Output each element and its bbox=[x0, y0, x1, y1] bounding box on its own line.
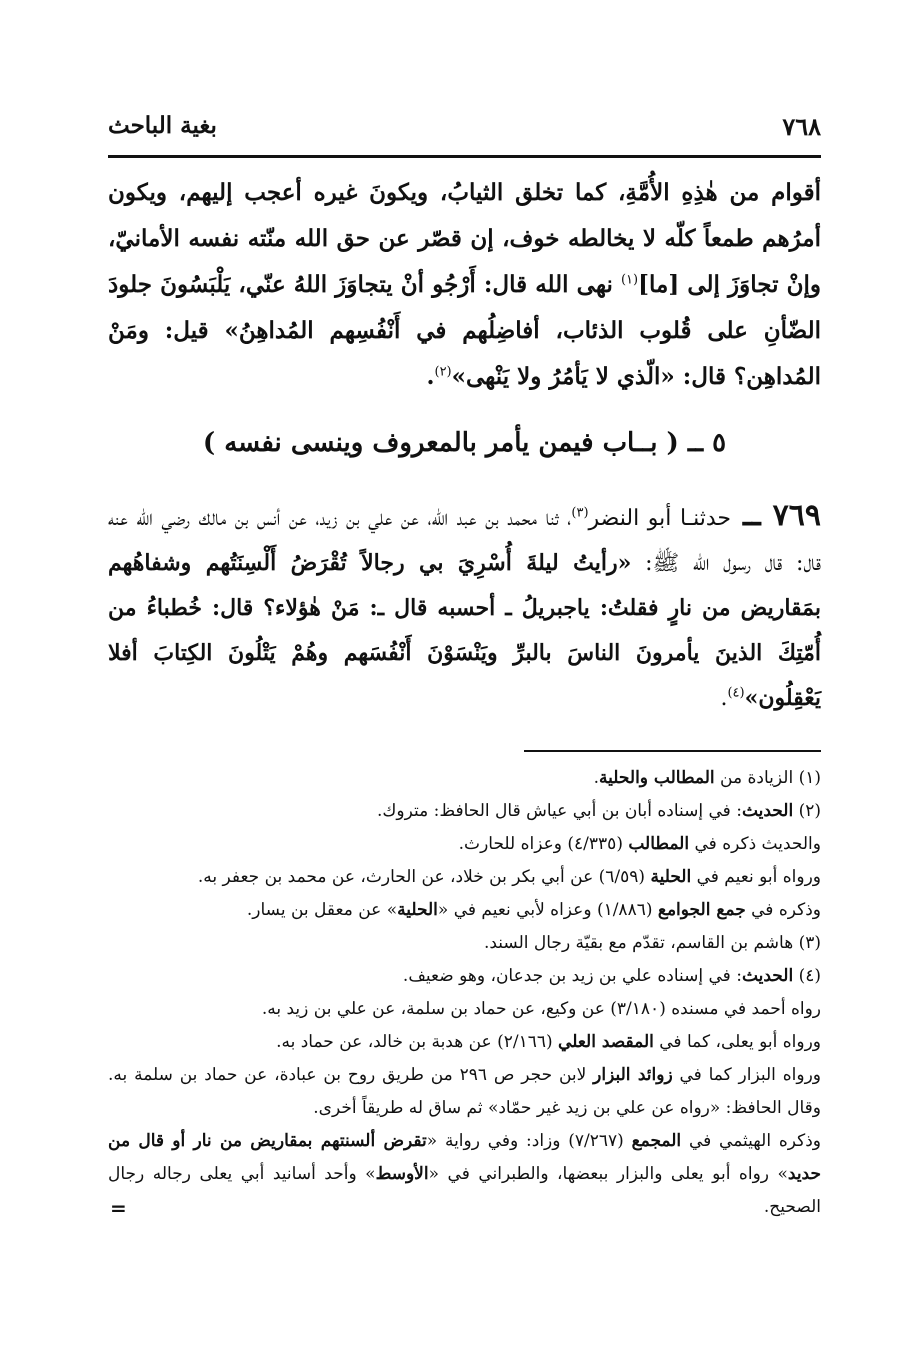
footnote-source-title: الحلية bbox=[650, 867, 692, 887]
header-rule bbox=[108, 155, 821, 158]
footnote-line bbox=[108, 894, 821, 927]
hadith-isnad-cont: ، ثنا محمد بن عبد الله، عن علي بن زيد، عن أنس بن مالك رضي الله عنه قال: قال رسول الله ﷺ: bbox=[108, 506, 821, 576]
footnotes bbox=[108, 762, 821, 1224]
footnote-text: : في إسناده أبان بن أبي عياش قال الحافظ: متروك. bbox=[376, 801, 742, 821]
hadith-number: ٧٦٩ bbox=[772, 498, 821, 533]
footnote-text: ورواه البزار كما في bbox=[672, 1065, 821, 1085]
hadith-end: . bbox=[720, 686, 728, 711]
footnote-line bbox=[108, 960, 821, 993]
footnote-text: » عن معقل بن يسار. bbox=[246, 900, 398, 920]
footnote-source-title: المطالب bbox=[628, 834, 690, 854]
footnote-line bbox=[108, 795, 821, 828]
footnote-line bbox=[108, 828, 821, 861]
paragraph-text: يَنْهى» bbox=[451, 363, 510, 390]
hadith-isnad: حدثنـا أبو النضر bbox=[588, 506, 731, 531]
continue-mark: = bbox=[110, 1196, 127, 1220]
footnote-text: . bbox=[593, 768, 600, 788]
footnote-source-title: جمع الجوامع bbox=[657, 900, 746, 920]
hadith-matn: «رأيتُ ليلةَ أُسْرِيَ بي رجالاً تُقْرَضُ أَلْسِنَتُهم وشفاهُهم بمَقاريض من نارٍ فقلتُ: ياجبريلُ ـ أحسبه قال ـ: مَنْ هٰؤلاء؟ قال: خُطباءُ من أُمّتِكَ الذينَ يأمرونَ الناسَ بالبرِّ ويَنْسَوْنَ أَنْفُسَهم وهُمْ يَتْلُونَ الكِتابَ أفلا يَعْقِلُون» bbox=[108, 550, 821, 711]
footnote-text: (٤) bbox=[793, 966, 821, 986]
footnote-source-title: المقصد العلي bbox=[558, 1032, 654, 1052]
paragraph-line: الذئاب، أفاضِلُهم في أَنْفُسِهم المُداهِنُ» قيل: ومَنْ المُداهِن؟ قال: «الّذي لا يَأمُرُ ولا bbox=[108, 317, 821, 390]
footnote-line bbox=[108, 1059, 821, 1125]
hadith-dash: ــ bbox=[731, 498, 773, 533]
footnote-source-title: الأوسط bbox=[375, 1164, 429, 1184]
footnote-line bbox=[108, 993, 821, 1026]
page-header bbox=[108, 108, 821, 148]
footnote-text: (٦/٥٩) عن أبي بكر بن خلاد، عن الحارث، عن محمد بن جعفر به. bbox=[197, 867, 651, 887]
footnote-text: رواه أحمد في مسنده (٣/١٨٠) عن وكيع، عن حماد بن سلمة، عن علي بن زيد به. bbox=[261, 999, 821, 1019]
footnote-text: وذكره في bbox=[745, 900, 821, 920]
hadith-paragraph bbox=[108, 494, 821, 721]
footnote-ref: (٢) bbox=[434, 364, 452, 380]
footnote-source-title: الحديث bbox=[741, 801, 794, 821]
footnote-text: (٢) bbox=[793, 801, 821, 821]
continued-paragraph bbox=[108, 170, 821, 400]
footnote-ref: (١) bbox=[620, 272, 639, 288]
book-title: بغية الباحث bbox=[108, 112, 217, 139]
footnote-line bbox=[108, 1026, 821, 1059]
footnote-source-title: الحلية bbox=[397, 900, 438, 920]
paragraph-text: . bbox=[426, 363, 435, 390]
footnote-source-title: تقرض ألسنتهم بمقاريض من نار أو قال من حديد bbox=[108, 1131, 821, 1184]
footnote-ref: (٤) bbox=[727, 685, 745, 701]
footnote-text: : في إسناده علي بن زيد بن جدعان، وهو ضعيف. bbox=[402, 966, 742, 986]
chapter-heading: ٥ ــ ( بــاب فيمن يأمر بالمعروف وينسى نفسه ) bbox=[202, 428, 727, 458]
footnote-text: (٣) هاشم بن القاسم، تقدّم مع بقيّة رجال السند. bbox=[483, 933, 821, 953]
footnote-text: » رواه أبو يعلى والبزار ببعضها، والطبراني في « bbox=[428, 1164, 788, 1184]
footnote-ref: (٣) bbox=[571, 505, 589, 521]
bracket-addition: [ما] bbox=[638, 271, 680, 298]
footnote-line bbox=[108, 762, 821, 795]
page-number: ٧٦٨ bbox=[782, 112, 821, 141]
footnote-source-title: المطالب والحلية bbox=[599, 768, 715, 788]
footnote-line bbox=[108, 1125, 821, 1224]
footnote-rule bbox=[524, 750, 821, 752]
footnote-line bbox=[108, 927, 821, 960]
footnote-text: » وأحد أسانيد أبي يعلى رجاله رجال الصحيح. bbox=[108, 1164, 821, 1217]
footnote-source-title: زوائد البزار bbox=[593, 1065, 673, 1085]
footnote-text: (٤/٣٣٥) وعزاه للحارث. bbox=[458, 834, 629, 854]
footnote-text: (١) الزيادة من bbox=[714, 768, 821, 788]
footnote-text: وذكره الهيثمي في bbox=[681, 1131, 821, 1151]
footnote-text: (٢/١٦٦) عن هدبة بن خالد، عن حماد به. bbox=[276, 1032, 559, 1052]
footnote-text: والحديث ذكره في bbox=[689, 834, 821, 854]
paragraph-text: نهى الله قال: أَرْجُو أنْ يتجاوَزَ اللهُ عنّي، يَلْبَسُونَ جلودَ الضّأنِ على قُلوب bbox=[108, 271, 821, 344]
footnote-text: (١/٨٨٦) وعزاه لأبي نعيم في « bbox=[437, 900, 658, 920]
footnote-text: لابن حجر ص ٢٩٦ من طريق روح بن عبادة، عن حماد بن سلمة به. وقال الحافظ: «رواه عن علي بن زيد غير حمّاد» ثم ساق له طريقاً أخرى. bbox=[108, 1065, 821, 1118]
footnote-source-title: الحديث bbox=[741, 966, 794, 986]
footnote-text: ورواه أبو نعيم في bbox=[691, 867, 821, 887]
footnote-source-title: المجمع bbox=[631, 1131, 682, 1151]
paragraph-line: أقوام من هٰذِهِ الأُمَّةِ، كما تخلق الثيابُ، ويكونَ غيره أعجب إليهم، ويكون أمرُهم bbox=[108, 179, 821, 252]
footnote-line bbox=[108, 861, 821, 894]
paragraph-line: طمعاً كلّه لا يخالطه خوف، إن قصّر عن حق الله منّته نفسه الأمانيّ، وإنْ تجاوَزَ إلى bbox=[108, 225, 821, 298]
paragraph-line bbox=[426, 363, 509, 390]
footnote-text: ورواه أبو يعلى، كما في bbox=[653, 1032, 821, 1052]
footnote-text: (٧/٢٦٧) وزاد: وفي رواية « bbox=[426, 1131, 632, 1151]
